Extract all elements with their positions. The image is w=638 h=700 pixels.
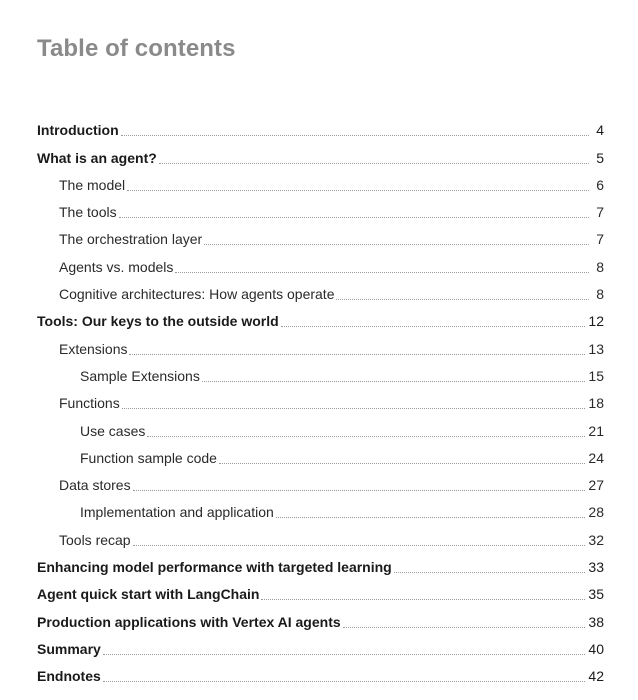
toc-entry-orchestration-layer[interactable]: [37, 221, 604, 248]
toc-entry-page-number: 8: [596, 286, 604, 303]
toc-entry-label: Tools: Our keys to the outside world: [37, 313, 279, 330]
toc-entry-page-number: 32: [588, 531, 604, 548]
toc-list: [37, 112, 604, 685]
toc-entry-label: Summary: [37, 640, 101, 657]
toc-entry-endnotes[interactable]: [37, 658, 604, 685]
dot-leader: [175, 272, 589, 273]
toc-entry-label: Agents vs. models: [59, 258, 174, 275]
toc-entry-label: Implementation and application: [80, 504, 274, 521]
toc-entry-data-stores[interactable]: [37, 467, 604, 494]
toc-entry-label: Data stores: [59, 477, 131, 494]
toc-entry-the-model[interactable]: [37, 167, 604, 194]
toc-entry-label: The orchestration layer: [59, 231, 203, 248]
dot-leader: [343, 627, 586, 628]
toc-entry-page-number: 4: [596, 122, 604, 139]
dot-leader: [133, 490, 586, 491]
dot-leader: [121, 135, 589, 136]
toc-entry-page-number: 28: [588, 504, 604, 521]
toc-entry-label: The tools: [59, 204, 117, 221]
toc-entry-summary[interactable]: [37, 631, 604, 658]
toc-entry-use-cases[interactable]: [37, 412, 604, 439]
toc-entry-implementation-application[interactable]: [37, 494, 604, 521]
toc-entry-label: Cognitive architectures: How agents operate: [59, 286, 335, 303]
toc-entry-agents-vs-models[interactable]: [37, 248, 604, 275]
toc-entry-label: Endnotes: [37, 668, 101, 685]
toc-entry-page-number: 21: [588, 422, 604, 439]
toc-entry-label: Tools recap: [59, 531, 131, 548]
toc-entry-page-number: 27: [588, 477, 604, 494]
toc-entry-introduction[interactable]: [37, 112, 604, 139]
toc-entry-sample-extensions[interactable]: [37, 358, 604, 385]
toc-entry-tools-keys[interactable]: [37, 303, 604, 330]
toc-entry-the-tools[interactable]: [37, 194, 604, 221]
toc-entry-enhancing-model-performance[interactable]: [37, 549, 604, 576]
dot-leader: [202, 381, 586, 382]
toc-entry-page-number: 7: [596, 231, 604, 248]
dot-leader: [103, 681, 586, 682]
toc-entry-extensions[interactable]: [37, 330, 604, 357]
toc-entry-label: Enhancing model performance with targeted learning: [37, 559, 392, 576]
toc-entry-page-number: 38: [588, 613, 604, 630]
toc-entry-page-number: 24: [588, 449, 604, 466]
toc-entry-label: Sample Extensions: [80, 367, 200, 384]
dot-leader: [276, 517, 586, 518]
dot-leader: [133, 545, 586, 546]
toc-entry-page-number: 42: [588, 668, 604, 685]
dot-leader: [127, 190, 589, 191]
toc-entry-label: Introduction: [37, 122, 119, 139]
dot-leader: [122, 408, 586, 409]
dot-leader: [394, 572, 586, 573]
toc-entry-label: The model: [59, 176, 126, 193]
dot-leader: [147, 436, 585, 437]
toc-entry-function-sample-code[interactable]: [37, 440, 604, 467]
toc-entry-page-number: 35: [588, 586, 604, 603]
toc-entry-label: Function sample code: [80, 449, 217, 466]
dot-leader: [261, 599, 585, 600]
page-title: Table of contents: [37, 35, 236, 62]
dot-leader: [159, 163, 589, 164]
toc-entry-page-number: 7: [596, 204, 604, 221]
toc-entry-label: Production applications with Vertex AI agents: [37, 613, 341, 630]
toc-entry-label: What is an agent?: [37, 149, 157, 166]
toc-entry-page-number: 12: [588, 313, 604, 330]
toc-entry-page-number: 15: [588, 367, 604, 384]
dot-leader: [336, 299, 589, 300]
toc-entry-cognitive-architectures[interactable]: [37, 276, 604, 303]
dot-leader: [119, 217, 589, 218]
toc-entry-agent-quick-start[interactable]: [37, 576, 604, 603]
toc-entry-page-number: 13: [588, 340, 604, 357]
toc-entry-label: Extensions: [59, 340, 128, 357]
toc-entry-page-number: 18: [588, 395, 604, 412]
toc-entry-label: Use cases: [80, 422, 146, 439]
toc-entry-page-number: 5: [596, 149, 604, 166]
dot-leader: [204, 244, 589, 245]
toc-entry-production-applications[interactable]: [37, 603, 604, 630]
toc-entry-tools-recap[interactable]: [37, 521, 604, 548]
toc-entry-functions[interactable]: [37, 385, 604, 412]
dot-leader: [129, 354, 585, 355]
dot-leader: [103, 654, 586, 655]
toc-entry-label: Functions: [59, 395, 120, 412]
dot-leader: [281, 326, 586, 327]
toc-entry-page-number: 40: [588, 640, 604, 657]
toc-entry-label: Agent quick start with LangChain: [37, 586, 260, 603]
dot-leader: [219, 463, 585, 464]
toc-entry-page-number: 6: [596, 176, 604, 193]
toc-entry-page-number: 8: [596, 258, 604, 275]
toc-entry-page-number: 33: [588, 559, 604, 576]
toc-entry-what-is-an-agent[interactable]: [37, 139, 604, 166]
